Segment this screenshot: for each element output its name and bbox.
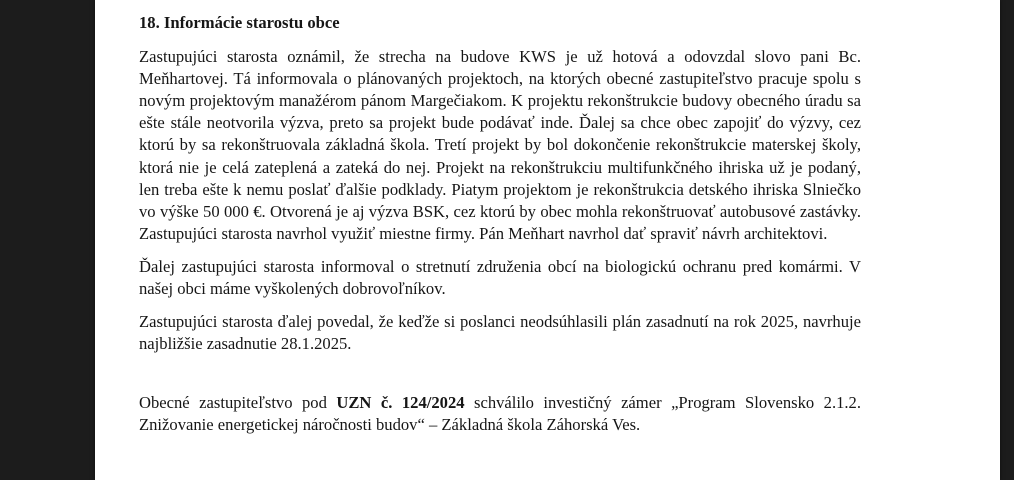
resolution-text: schválilo investičný zámer „Program Slovensko 2.1.2. Znižovanie energetickej náročnosti budov“ – Základná škola Záhorská Ves. <box>139 393 862 435</box>
resolution-number: UZN č. 124/2024 <box>336 393 465 413</box>
section-heading: 18. Informácie starostu obce <box>139 13 340 32</box>
resolution-prefix: Obecné zastupiteľstvo pod <box>139 393 337 413</box>
paragraph-resolution <box>139 392 861 436</box>
document-page <box>95 0 1000 480</box>
paragraph-meeting-plan: Zastupujúci starosta ďalej povedal, že keďže si poslanci neodsúhlasili plán zasadnutí na rok 2025, navrhuje najbližšie zasadnutie 28.1.2025. <box>139 312 861 354</box>
paragraph-mosquito-protection: Ďalej zastupujúci starosta informoval o stretnutí združenia obcí na biologickú ochranu pred komármi. V našej obci máme vyškolených dobrovoľníkov. <box>139 256 861 299</box>
paragraph-projects: Zastupujúci starosta oznámil, že strecha na budove KWS je už hotová a odovzdal slovo pani Bc. Meňhartovej. Tá informovala o plánovaných projektoch, na ktorých obecné zastupiteľstvo pracuje spolu s novým projektovým manažérom pánom Margečiakom. K projektu rekonštrukcie budovy obecného úradu sa ešte stále neotvorila výzva, preto sa projekt bude podávať inde. Ďalej sa chce obec zapojiť do výzvy, cez ktorú by sa rekonštruovala základná škola. Tretí projekt by bol dokončenie rekonštrukcie materskej školy, ktorá nie je celá zateplená a zateká do nej. Projekt na rekonštrukciu multifunkčného ihriska už je podaný, len treba ešte k nemu poslať ďalšie podklady. Piatym projektom je rekonštrukcia detského ihriska Slniečko vo výške 50 000 €. Otvorená je aj výzva BSK, cez ktorú by obec mohla rekonštruovať autobusové zastávky. Zastupujúci starosta navrhol využiť miestne firmy. Pán Meňhart navrhol dať spraviť návrh architektovi. <box>139 47 861 243</box>
document-content <box>139 12 861 437</box>
